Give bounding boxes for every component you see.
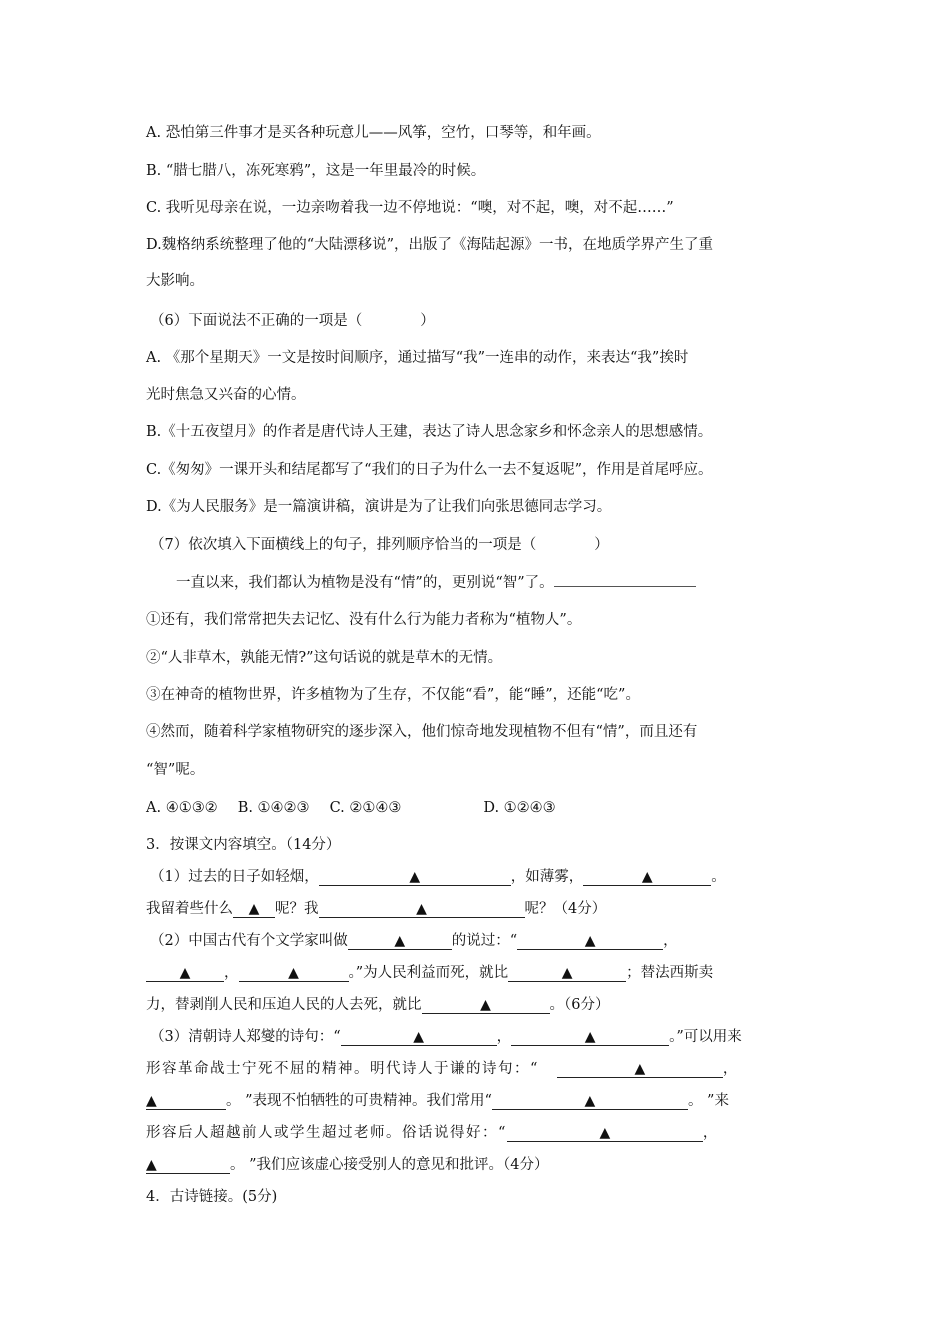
triangle-marker-icon: ▲	[146, 1157, 157, 1173]
q3-p2-text-2: 的说过：“	[451, 933, 518, 949]
q6-stem: （6）下面说法不正确的一项是（ ）	[150, 313, 435, 329]
q7-option-c: C. ②①④③	[329, 800, 402, 816]
q5-option-b: B. “腊七腊八，冻死寒鸦”，这是一年里最冷的时候。	[146, 163, 486, 179]
q3-p3-blank-7[interactable]	[146, 1156, 230, 1174]
q7-sentence-4-line1: ④然而，随着科学家植物研究的逐步深入，他们惊奇地发现植物不但有“情”，而且还有	[146, 724, 698, 740]
q7-stem: （7）依次填入下面横线上的句子，排列顺序恰当的一项是（ ）	[150, 537, 609, 553]
triangle-marker-icon: ▲	[179, 965, 191, 981]
q3-p2-blank-5[interactable]	[508, 964, 626, 982]
q3-part1-line1	[150, 866, 726, 888]
triangle-marker-icon: ▲	[641, 869, 653, 885]
q3-p3-text-7: 。 ”来	[687, 1093, 729, 1109]
q6-option-a-line2: 光时焦急又兴奋的心情。	[146, 387, 306, 403]
triangle-marker-icon: ▲	[288, 965, 299, 981]
triangle-marker-icon: ▲	[584, 1029, 596, 1045]
q5-option-a: A. 恐怕第三件事才是买各种玩意儿——风筝，空竹，口琴等，和年画。	[146, 125, 601, 141]
q3-p1-text-1: （1）过去的日子如轻烟，	[150, 869, 319, 885]
triangle-marker-icon: ▲	[394, 933, 406, 949]
q7-sentence-1: ①还有，我们常常把失去记忆、没有什么行为能力者称为“植物人”。	[146, 612, 582, 628]
q3-part3-line3	[146, 1090, 729, 1112]
q3-p3-blank-2[interactable]	[511, 1028, 669, 1046]
triangle-marker-icon: ▲	[413, 1029, 425, 1045]
q3-p2-text-4: ，	[224, 965, 239, 981]
q6-option-c: C.《匆匆》一课开头和结尾都写了“我们的日子为什么一去不复返呢”，作用是首尾呼应。	[146, 462, 713, 478]
q3-p2-text-8: 。（6分）	[549, 997, 610, 1013]
q3-part3-line1	[150, 1026, 742, 1048]
q7-intro-blank	[554, 572, 696, 587]
q3-p2-blank-6[interactable]	[422, 996, 550, 1014]
q3-part2-line2	[146, 962, 713, 984]
q3-p3-blank-3[interactable]	[557, 1060, 723, 1078]
q3-p1-blank-1[interactable]	[319, 868, 511, 886]
q7-sentence-4-line2: “智”呢。	[146, 762, 205, 778]
q3-p2-blank-1[interactable]	[348, 932, 452, 950]
triangle-marker-icon: ▲	[584, 933, 596, 949]
q3-p2-text-7: 力，替剥削人民和压迫人民的人去死，就比	[146, 997, 422, 1013]
triangle-marker-icon: ▲	[634, 1061, 646, 1077]
q3-p3-text-5: ，	[722, 1061, 738, 1077]
q7-option-a: A. ④①③②	[146, 800, 218, 816]
triangle-marker-icon: ▲	[248, 901, 260, 917]
triangle-marker-icon: ▲	[561, 965, 573, 981]
q3-p2-blank-2[interactable]	[517, 932, 663, 950]
q3-p1-text-4: 我留着些什么	[146, 901, 233, 917]
triangle-marker-icon: ▲	[584, 1093, 596, 1109]
q3-p3-text-2: ，	[496, 1029, 512, 1045]
q7-intro-text: 一直以来，我们都认为植物是没有“情”的，更别说“智”了。	[176, 575, 554, 591]
q3-p3-blank-5[interactable]	[492, 1092, 688, 1110]
q3-part2-line3	[146, 994, 609, 1016]
q3-p3-text-1: （3）清朝诗人郑燮的诗句：“	[150, 1029, 341, 1045]
q6-option-a-line1: A. 《那个星期天》一文是按时间顺序，通过描写“我”一连串的动作，来表达“我”挨时	[146, 350, 689, 366]
q3-p1-blank-3[interactable]	[233, 900, 275, 918]
triangle-marker-icon: ▲	[416, 901, 427, 917]
q3-p2-text-1: （2）中国古代有个文学家叫做	[150, 933, 348, 949]
q3-p3-blank-1[interactable]	[341, 1028, 497, 1046]
q3-part3-line2	[146, 1058, 737, 1080]
q3-part2-line1	[150, 930, 678, 952]
q3-p3-text-4: 形容革命战士宁死不屈的精神。明代诗人于谦的诗句：“	[146, 1061, 539, 1077]
q3-p2-text-5: 。”为人民利益而死，就比	[348, 965, 509, 981]
q7-sentence-3: ③在神奇的植物世界，许多植物为了生存，不仅能“看”，能“睡”，还能“吃”。	[146, 687, 640, 703]
q3-p3-blank-4[interactable]	[146, 1092, 226, 1110]
q3-p1-text-6: 呢？（4分）	[524, 901, 607, 917]
q3-p3-text-10: 。 ”我们应该虚心接受别人的意见和批评。（4分）	[230, 1157, 549, 1173]
triangle-marker-icon: ▲	[409, 869, 421, 885]
q4-title: 4．古诗链接。(5分)	[146, 1189, 278, 1205]
q7-intro	[176, 572, 696, 594]
q7-options	[146, 797, 556, 819]
q3-part3-line5	[146, 1154, 549, 1176]
q3-p2-text-3: ，	[663, 933, 678, 949]
q7-option-d: D. ①②④③	[483, 800, 556, 816]
q5-option-d-line2: 大影响。	[146, 273, 204, 289]
triangle-marker-icon: ▲	[146, 1093, 157, 1109]
q3-p3-blank-6[interactable]	[507, 1124, 703, 1142]
q3-p2-text-6: ；替法西斯卖	[626, 965, 714, 981]
q3-title: 3．按课文内容填空。（14分）	[146, 837, 341, 853]
q3-part1-line2	[146, 898, 606, 920]
q3-p3-text-6: 。 ”表现不怕牺牲的可贵精神。我们常用“	[226, 1093, 492, 1109]
q5-option-d-line1: D.魏格纳系统整理了他的“大陆漂移说”，出版了《海陆起源》一书，在地质学界产生了重	[146, 237, 714, 253]
q3-p1-blank-4[interactable]	[319, 900, 525, 918]
q6-option-d: D.《为人民服务》是一篇演讲稿，演讲是为了让我们向张思德同志学习。	[146, 499, 612, 515]
q3-p1-text-5: 呢？我	[275, 901, 319, 917]
q3-p2-blank-3[interactable]	[146, 964, 224, 982]
triangle-marker-icon: ▲	[599, 1125, 611, 1141]
q3-p3-text-9: ，	[702, 1125, 718, 1141]
q7-option-b: B. ①④②③	[237, 800, 310, 816]
q3-p1-text-3: 。	[711, 869, 726, 885]
q3-p3-text-8: 形容后人超越前人或学生超过老师。俗话说得好：“	[146, 1125, 507, 1141]
q3-p1-blank-2[interactable]	[583, 868, 711, 886]
q7-sentence-2: ②“人非草木，孰能无情?”这句话说的就是草木的无情。	[146, 650, 503, 666]
q3-part3-line4	[146, 1122, 717, 1144]
q6-option-b: B.《十五夜望月》的作者是唐代诗人王建，表达了诗人思念家乡和怀念亲人的思想感情。	[146, 424, 713, 440]
q5-option-c: C. 我听见母亲在说，一边亲吻着我一边不停地说：“噢，对不起，噢，对不起……”	[146, 200, 674, 216]
triangle-marker-icon: ▲	[480, 997, 491, 1013]
q3-p3-text-3: 。”可以用来	[669, 1029, 742, 1045]
q3-p1-text-2: ，如薄雾，	[510, 869, 584, 885]
q3-p2-blank-4[interactable]	[239, 964, 349, 982]
